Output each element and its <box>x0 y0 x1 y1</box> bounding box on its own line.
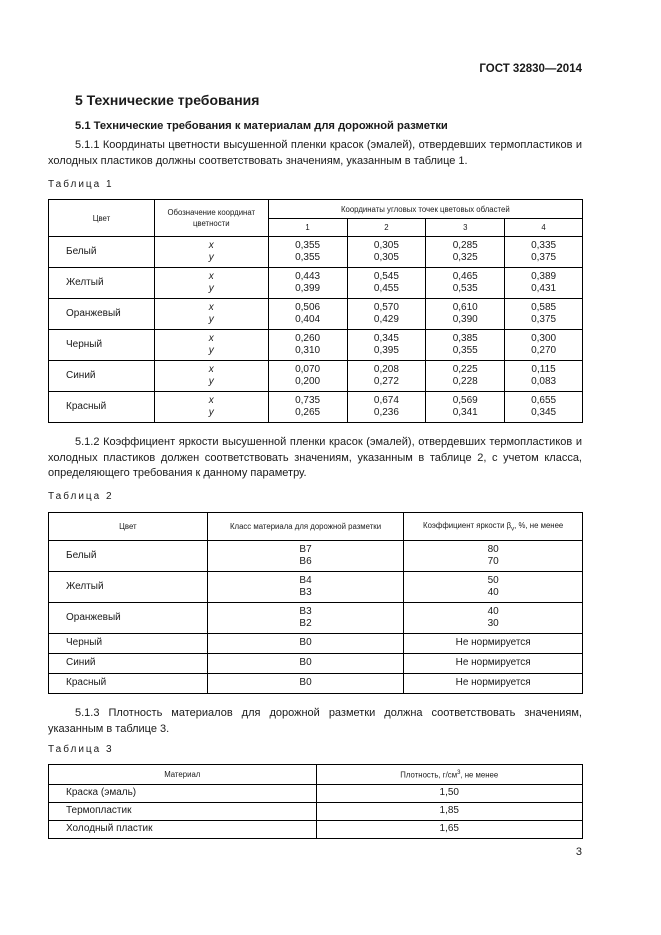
t1-value-cell <box>426 392 505 423</box>
t3-header-density: Плотность, $г/см^3$, не менее <box>316 765 582 785</box>
t1-value-cell <box>505 361 583 392</box>
t1-value-cell <box>426 237 505 268</box>
x-value: 0,570 <box>373 301 399 313</box>
page-number: 3 <box>575 846 582 858</box>
t1-coord-cell <box>154 392 268 423</box>
t2-header-color: Цвет <box>49 513 208 541</box>
t1-coord-cell <box>154 299 268 330</box>
table-row <box>49 330 583 361</box>
table-row <box>49 603 583 634</box>
x-value: 0,569 <box>452 394 478 406</box>
t1-color-cell: Красный <box>49 392 155 423</box>
subsection-title: 5.1 Технические требования к материалам для дорожной разметки <box>75 120 448 132</box>
t2-color-cell: Оранжевый <box>49 603 208 634</box>
t3-material-cell: Термопластик <box>49 803 317 821</box>
t2-color-cell: Черный <box>49 634 208 654</box>
cell-line: В2 <box>299 618 312 629</box>
table-row <box>49 821 583 839</box>
t1-coord-cell <box>154 237 268 268</box>
table-row <box>49 361 583 392</box>
x-value: 0,355 <box>295 239 321 251</box>
y-label: y <box>208 376 214 387</box>
section-title: 5 Технические требования <box>75 92 260 108</box>
cell-line: В3 <box>299 587 312 598</box>
x-value: 0,585 <box>531 301 557 313</box>
y-value: 0,535 <box>452 283 478 294</box>
paragraph-5-1-1: 5.1.1 Координаты цветности высушенной пленки красок (эмалей), отвердевших термопластиков и холодных пластиков должны соответствовать значениям, указанным в таблице 1. <box>48 139 582 167</box>
t1-color-cell: Синий <box>49 361 155 392</box>
y-label: y <box>208 252 214 263</box>
table3-caption: Таблица 3 <box>48 744 114 755</box>
x-value: 0,443 <box>295 270 321 282</box>
y-value: 0,270 <box>531 345 557 356</box>
y-value: 0,083 <box>531 376 557 387</box>
y-value: 0,395 <box>373 345 399 356</box>
t1-value-cell <box>426 299 505 330</box>
x-value: 0,115 <box>531 363 556 375</box>
t1-value-cell <box>505 330 583 361</box>
cell-line: Не нормируется <box>455 657 531 669</box>
table-row <box>49 299 583 330</box>
x-value: 0,389 <box>531 270 557 282</box>
t1-point-num: 2 <box>347 219 426 237</box>
paragraph-5-1-3: 5.1.3 Плотность материалов для дорожной разметки должна соответствовать значениям, указанным в таблице 3. <box>48 707 582 735</box>
table-row <box>49 237 583 268</box>
t2-value-cell <box>404 634 583 654</box>
y-value: 0,345 <box>531 407 557 418</box>
y-value: 0,431 <box>531 283 557 294</box>
t2-class-cell <box>207 541 404 572</box>
t2-class-cell <box>207 634 404 654</box>
t1-value-cell <box>268 361 347 392</box>
x-value: 0,285 <box>452 239 478 251</box>
t3-header-material: Материал <box>49 765 317 785</box>
t1-value-cell <box>347 392 426 423</box>
cell-line: В4 <box>299 574 312 586</box>
table-1 <box>48 199 583 423</box>
table-row <box>49 674 583 694</box>
t2-color-cell: Желтый <box>49 572 208 603</box>
t2-value-cell <box>404 572 583 603</box>
y-value: 0,399 <box>295 283 321 294</box>
table-row <box>49 392 583 423</box>
table-row <box>49 803 583 821</box>
cell-line: 70 <box>487 556 499 567</box>
y-value: 0,265 <box>295 407 321 418</box>
y-value: 0,455 <box>373 283 399 294</box>
t1-color-cell: Желтый <box>49 268 155 299</box>
cell-line: В7 <box>299 543 312 555</box>
t3-material-cell: Краска (эмаль) <box>49 785 317 803</box>
t2-value-cell <box>404 603 583 634</box>
t1-value-cell <box>268 237 347 268</box>
t2-header-coef: Коэффициент яркости $\beta_v$, %, не менее <box>404 513 583 541</box>
y-value: 0,228 <box>452 376 478 387</box>
t1-value-cell <box>268 299 347 330</box>
x-label: x <box>208 394 214 406</box>
y-value: 0,325 <box>452 252 478 263</box>
t1-header-coord: Обозначение координат цветности <box>154 200 268 237</box>
y-value: 0,355 <box>452 345 478 356</box>
y-value: 0,375 <box>531 252 557 263</box>
cell-line: В3 <box>299 605 312 617</box>
t1-header-color: Цвет <box>49 200 155 237</box>
table-row <box>49 541 583 572</box>
t1-color-cell: Черный <box>49 330 155 361</box>
table-row <box>49 268 583 299</box>
x-value: 0,300 <box>531 332 557 344</box>
t1-value-cell <box>347 237 426 268</box>
t2-value-cell <box>404 541 583 572</box>
t1-value-cell <box>347 330 426 361</box>
table2-caption: Таблица 2 <box>48 491 114 502</box>
cell-line: 40 <box>487 587 499 598</box>
y-value: 0,355 <box>295 252 321 263</box>
t1-value-cell <box>505 299 583 330</box>
t2-class-cell <box>207 654 404 674</box>
t1-value-cell <box>505 268 583 299</box>
cell-line: В6 <box>299 556 312 567</box>
y-value: 0,200 <box>295 376 321 387</box>
t2-value-cell <box>404 674 583 694</box>
t1-value-cell <box>505 392 583 423</box>
table-3 <box>48 764 583 839</box>
x-value: 0,070 <box>295 363 321 375</box>
t1-value-cell <box>426 330 505 361</box>
t2-class-cell <box>207 674 404 694</box>
y-value: 0,305 <box>373 252 399 263</box>
t1-value-cell <box>347 361 426 392</box>
y-label: y <box>208 345 214 356</box>
x-label: x <box>208 332 214 344</box>
table-row <box>49 634 583 654</box>
y-value: 0,236 <box>373 407 399 418</box>
x-label: x <box>208 270 214 282</box>
y-value: 0,404 <box>295 314 321 325</box>
t1-color-cell: Оранжевый <box>49 299 155 330</box>
t1-coord-cell <box>154 361 268 392</box>
y-value: 0,310 <box>295 345 321 356</box>
t1-coord-cell <box>154 268 268 299</box>
x-value: 0,305 <box>373 239 399 251</box>
t1-value-cell <box>426 268 505 299</box>
y-label: y <box>208 283 214 294</box>
t1-value-cell <box>505 237 583 268</box>
x-value: 0,345 <box>373 332 399 344</box>
x-value: 0,225 <box>452 363 478 375</box>
cell-line: 40 <box>487 605 499 617</box>
t2-color-cell: Красный <box>49 674 208 694</box>
t2-class-cell <box>207 603 404 634</box>
t1-value-cell <box>347 268 426 299</box>
x-value: 0,655 <box>531 394 557 406</box>
x-value: 0,208 <box>373 363 399 375</box>
t2-value-cell <box>404 654 583 674</box>
table-row <box>49 785 583 803</box>
cell-line: 50 <box>487 574 499 586</box>
x-value: 0,735 <box>295 394 321 406</box>
t1-header-points: Координаты угловых точек цветовых областей <box>268 200 582 219</box>
y-value: 0,375 <box>531 314 557 325</box>
t3-material-cell: Холодный пластик <box>49 821 317 839</box>
cell-line: Не нормируется <box>455 637 531 649</box>
paragraph-5-1-2: 5.1.2 Коэффициент яркости высушенной пленки красок (эмалей), отвердевших термопластиков и холодных пластиков должен соответствовать значениям, указанным в таблице 2, с учетом класса, определяющего требования к данному параметру. <box>48 436 582 479</box>
x-value: 0,385 <box>452 332 478 344</box>
t3-density-cell: 1,50 <box>316 785 582 803</box>
x-value: 0,465 <box>452 270 478 282</box>
t2-header-class: Класс материала для дорожной разметки <box>207 513 404 541</box>
x-value: 0,610 <box>452 301 478 313</box>
t1-color-cell: Белый <box>49 237 155 268</box>
cell-line: В0 <box>299 677 312 689</box>
table-2 <box>48 512 583 694</box>
t2-color-cell: Белый <box>49 541 208 572</box>
t1-point-num: 3 <box>426 219 505 237</box>
table-row <box>49 572 583 603</box>
y-value: 0,390 <box>452 314 478 325</box>
x-value: 0,260 <box>295 332 321 344</box>
t2-class-cell <box>207 572 404 603</box>
x-label: x <box>208 363 214 375</box>
t2-color-cell: Синий <box>49 654 208 674</box>
cell-line: Не нормируется <box>455 677 531 689</box>
t1-value-cell <box>268 330 347 361</box>
x-label: x <box>208 239 214 251</box>
y-label: y <box>208 314 214 325</box>
t3-density-cell: 1,65 <box>316 821 582 839</box>
x-value: 0,335 <box>531 239 557 251</box>
cell-line: В0 <box>299 637 312 649</box>
t1-coord-cell <box>154 330 268 361</box>
t1-point-num: 1 <box>268 219 347 237</box>
t1-value-cell <box>268 392 347 423</box>
t3-density-cell: 1,85 <box>316 803 582 821</box>
x-label: x <box>208 301 214 313</box>
document-code: ГОСТ 32830—2014 <box>479 63 582 75</box>
table-row <box>49 654 583 674</box>
cell-line: 80 <box>487 543 499 555</box>
cell-line: В0 <box>299 657 312 669</box>
x-value: 0,545 <box>373 270 399 282</box>
t1-value-cell <box>347 299 426 330</box>
y-value: 0,429 <box>373 314 399 325</box>
y-value: 0,272 <box>373 376 399 387</box>
t1-value-cell <box>268 268 347 299</box>
t1-value-cell <box>426 361 505 392</box>
t1-point-num: 4 <box>505 219 583 237</box>
x-value: 0,506 <box>295 301 321 313</box>
y-label: y <box>208 407 214 418</box>
cell-line: 30 <box>487 618 499 629</box>
y-value: 0,341 <box>452 407 478 418</box>
table1-caption: Таблица 1 <box>48 179 114 190</box>
x-value: 0,674 <box>373 394 399 406</box>
